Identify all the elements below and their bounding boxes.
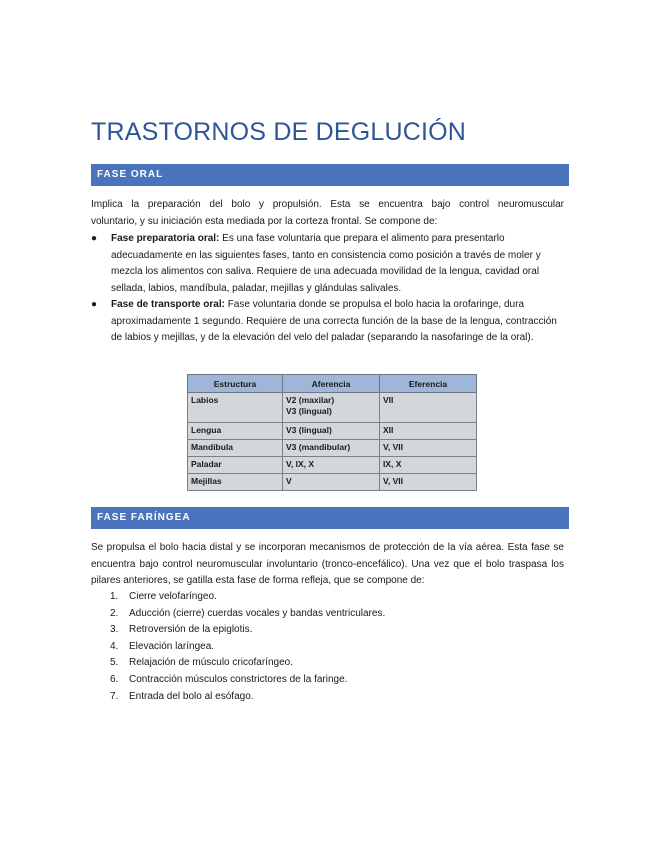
list-item (91, 622, 564, 639)
list-item (91, 606, 564, 623)
step-number: 6. (110, 673, 119, 685)
section-header-fase-faringea: FASE FARÍNGEA (91, 507, 569, 529)
table-row (188, 474, 477, 491)
table-row (188, 440, 477, 457)
list-item (91, 689, 564, 706)
bullet-icon: ● (91, 299, 98, 310)
table-row (188, 457, 477, 474)
table-cell: IX, X (380, 457, 477, 474)
nerve-table (187, 374, 477, 491)
page-title: TRASTORNOS DE DEGLUCIÓN (91, 118, 467, 146)
fase-faringea-steps (91, 589, 564, 705)
step-text: Relajación de músculo cricofaríngeo. (129, 657, 293, 669)
table-cell: Paladar (188, 457, 283, 474)
column-header: Eferencia (380, 375, 477, 393)
step-text: Elevación laríngea. (129, 640, 215, 652)
table-row (188, 393, 477, 423)
column-header: Aferencia (283, 375, 380, 393)
table-cell: Mejillas (188, 474, 283, 491)
list-item (91, 589, 564, 606)
step-text: Aducción (cierre) cuerdas vocales y bandas ventriculares. (129, 607, 386, 619)
fase-oral-intro-line1: Implica la preparación del bolo y propulsión. Esta se encuentra bajo control neuromuscular (91, 199, 564, 210)
table-cell: Lengua (188, 423, 283, 440)
table-cell: V, VII (380, 440, 477, 457)
fase-oral-intro-line2: voluntario, y su iniciación esta mediada por la corteza frontal. Se compone de: (91, 215, 438, 227)
bullet-text: Fase voluntaria donde se propulsa el bolo hacia la orofaringe, dura aproximadamente 1 segundo. Requiere de una correcta función de la base de la lengua, contracción de labios y mejillas, y de la elevación del velo del paladar (separando la nasofaringe de la oral). (111, 299, 557, 343)
step-number: 1. (110, 591, 119, 602)
step-text: Contracción músculos constrictores de la faringe. (129, 673, 348, 685)
list-item (91, 231, 564, 297)
fase-oral-bullets (91, 231, 564, 347)
bullet-text: Es una fase voluntaria que prepara el alimento para presentarlo adecuadamente en las siguientes fases, tanto en consistencia como posición a través de moler y mezcla los alimentos con saliva. Requiere de una adecuada movilidad de la lengua, cavidad oral sellada, labios, mandíbula, paladar, mejillas y glándulas salivales. (111, 233, 541, 294)
step-number: 4. (110, 640, 119, 652)
list-item (91, 297, 564, 347)
step-number: 7. (110, 690, 119, 702)
bullet-bold-label: Fase de transporte oral: (111, 299, 225, 310)
table-cell: V, IX, X (283, 457, 380, 474)
aferencia-line: V2 (maxilar) V3 (lingual) (286, 395, 335, 416)
bullet-bold-label: Fase preparatoria oral: (111, 233, 220, 244)
table-row (188, 423, 477, 440)
section-header-fase-oral: FASE ORAL (91, 164, 569, 186)
table-cell: Mandíbula (188, 440, 283, 457)
step-number: 5. (110, 657, 119, 669)
table-cell: V3 (mandibular) (283, 440, 380, 457)
fase-faringea-intro: Se propulsa el bolo hacia distal y se incorporan mecanismos de protección de la vía aérea. Esta fase se encuentra bajo control neuromuscular involuntario (tronco-encefálico). Una vez que el bolo traspasa los pilares anteriores, se gatilla esta fase de forma refleja, que se compone de: (91, 542, 564, 586)
list-item (91, 655, 564, 672)
table-cell: XII (380, 423, 477, 440)
step-text: Entrada del bolo al esófago. (129, 690, 254, 702)
table-cell: VII (380, 393, 477, 423)
table-cell: Labios (188, 393, 283, 423)
fase-oral-intro (91, 197, 564, 230)
step-number: 2. (110, 607, 119, 619)
bullet-icon: ● (91, 233, 98, 244)
step-text: Cierre velofaríngeo. (129, 591, 217, 602)
column-header: Estructura (188, 375, 283, 393)
list-item (91, 672, 564, 689)
table-cell: V (283, 474, 380, 491)
table-cell: V3 (lingual) (283, 423, 380, 440)
step-text: Retroversión de la epiglotis. (129, 624, 253, 636)
table-cell (283, 393, 380, 423)
list-item (91, 639, 564, 656)
table-cell: V, VII (380, 474, 477, 491)
step-number: 3. (110, 624, 119, 636)
